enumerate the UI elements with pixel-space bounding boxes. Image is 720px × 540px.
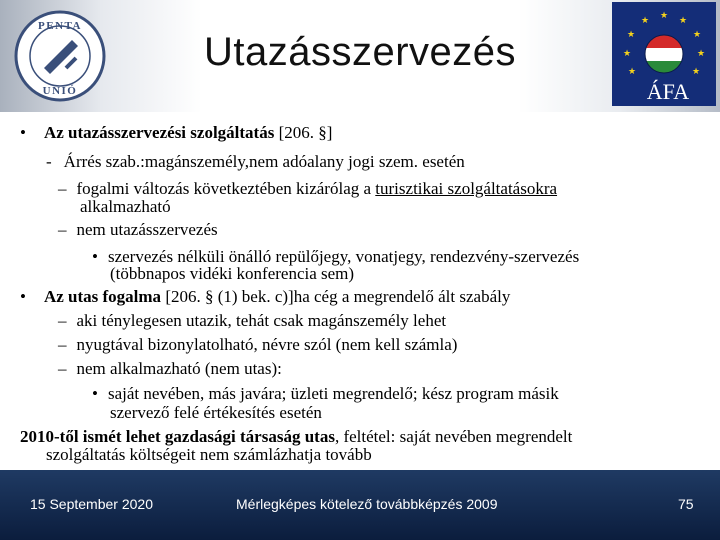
penta-unio-logo xyxy=(14,10,106,102)
svg-text:★: ★ xyxy=(627,67,637,77)
closing-statement-cont: szolgáltatás költségeit nem számlázhatja tovább xyxy=(46,445,372,464)
footer-course-title: Mérlegképes kötelező továbbképzés 2009 xyxy=(236,496,498,512)
item-sajat-neveben-cont: szervező felé értékesítés esetén xyxy=(110,403,322,422)
closing-statement: 2010-től ismét lehet gazdasági társaság utas, feltétel: saját nevében megrendelt xyxy=(20,427,573,446)
svg-text:★: ★ xyxy=(696,49,706,59)
footer-date: 15 September 2020 xyxy=(30,496,153,512)
sub-nem-alkalmazhato: – nem alkalmazható (nem utas): xyxy=(58,359,282,378)
svg-text:★: ★ xyxy=(622,49,632,59)
svg-text:★: ★ xyxy=(626,30,636,40)
sub-nyugtaval: – nyugtával bizonylatolható, névre szól (nem kell számla) xyxy=(58,335,458,354)
svg-text:★: ★ xyxy=(692,30,702,40)
svg-text:PENTA: PENTA xyxy=(38,20,82,32)
svg-text:ÁFA: ÁFA xyxy=(646,79,690,104)
svg-text:UNIÓ: UNIÓ xyxy=(42,85,78,97)
item-sajat-neveben: • saját nevében, más javára; üzleti megrendelő; kész program másik xyxy=(92,384,559,403)
svg-text:★: ★ xyxy=(691,67,701,77)
sub-arres: - Árrés szab.:magánszemély,nem adóalany jogi szem. esetén xyxy=(46,152,465,171)
slide-footer xyxy=(0,470,720,540)
slide-header xyxy=(0,0,720,112)
bullet-utas-fogalma: • Az utas fogalma [206. § (1) bek. c)]ha cég a megrendelő ált szabály xyxy=(20,287,511,306)
sub-nem-utazasszervezes: – nem utazásszervezés xyxy=(58,220,218,239)
sub-tenylegesen-utazik: – aki ténylegesen utazik, tehát csak magánszemély lehet xyxy=(58,311,447,330)
sub-fogalmi-valtozas-cont: alkalmazható xyxy=(80,197,171,216)
svg-text:★: ★ xyxy=(640,16,650,26)
svg-text:★: ★ xyxy=(659,11,669,21)
sub-fogalmi-valtozas: – fogalmi változás következtében kizárólag a turisztikai szolgáltatásokra xyxy=(58,179,558,198)
slide-title: Utazásszervezés xyxy=(203,30,517,74)
svg-text:★: ★ xyxy=(678,16,688,26)
afa-logo xyxy=(612,2,716,106)
bullet-utazasszervezes: • Az utazásszervezési szolgáltatás [206. §] xyxy=(20,123,333,142)
item-szervezes-nelkuli: • szervezés nélküli önálló repülőjegy, vonatjegy, rendezvény-szervezés xyxy=(92,247,580,266)
item-szervezes-nelkuli-cont: (többnapos vidéki konferencia sem) xyxy=(110,264,355,283)
footer-page-number: 75 xyxy=(678,496,694,512)
